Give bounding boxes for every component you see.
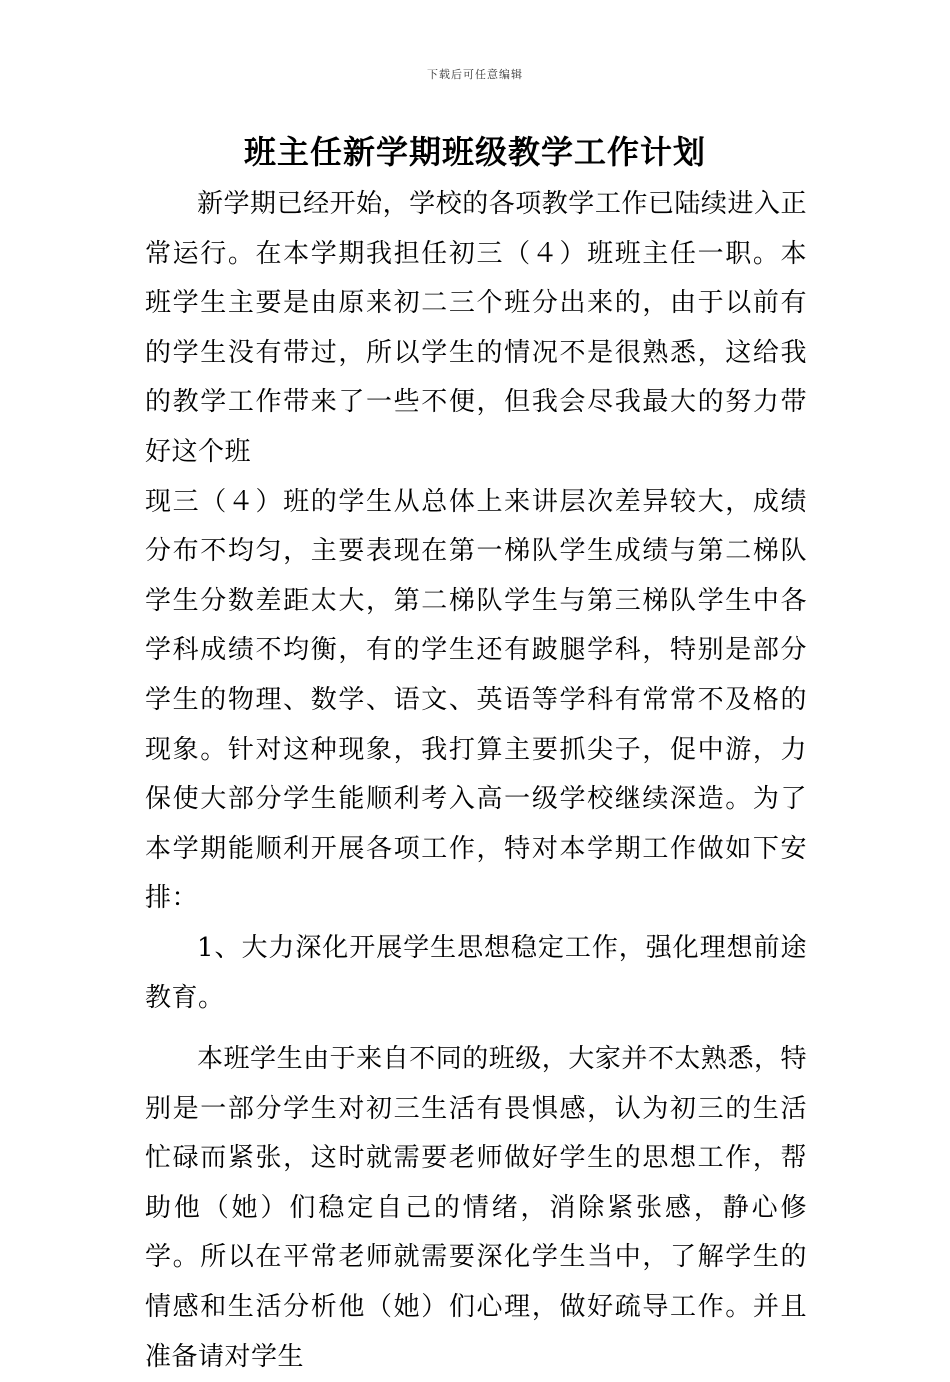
paragraph-class-analysis: 现三（４）班的学生从总体上来讲层次差异较大，成绩分布不均匀，主要表现在第一梯队学生成绩与第二梯队学生分数差距太大，第二梯队学生与第三梯队学生中各学科成绩不均衡，有的学生还有跛腿学科，特别是部分学生的物理、数学、语文、英语等学科有常常不及格的现象。针对这种现象，我打算主要抓尖子，促中游，力保使大部分学生能顺利考入高一级学校继续深造。为了本学期能顺利开展各项工作，特对本学期工作做如下安排： <box>145 486 807 914</box>
document-body <box>145 180 807 1382</box>
paragraph-intro: 新学期已经开始，学校的各项教学工作已陆续进入正常运行。在本学期我担任初三（４）班班主任一职。本班学生主要是由原来初二三个班分出来的，由于以前有的学生没有带过，所以学生的情况不是很熟悉，这给我的教学工作带来了一些不便，但我会尽我最大的努力带好这个班 <box>145 189 807 467</box>
document-title: 班主任新学期班级教学工作计划 <box>243 133 706 171</box>
paragraph-section-1-body: 本班学生由于来自不同的班级，大家并不太熟悉，特别是一部分学生对初三生活有畏惧感，认为初三的生活忙碌而紧张，这时就需要老师做好学生的思想工作，帮助他（她）们稳定自己的情绪，消除紧张感，静心修学。所以在平常老师就需要深化学生当中，了解学生的情感和生活分析他（她）们心理，做好疏导工作。并且准备请对学生 <box>145 1044 807 1372</box>
paragraph-section-heading-1: 1、大力深化开展学生思想稳定工作，强化理想前途教育。 <box>145 932 807 1013</box>
header-note: 下载后可任意编辑 <box>427 68 523 81</box>
